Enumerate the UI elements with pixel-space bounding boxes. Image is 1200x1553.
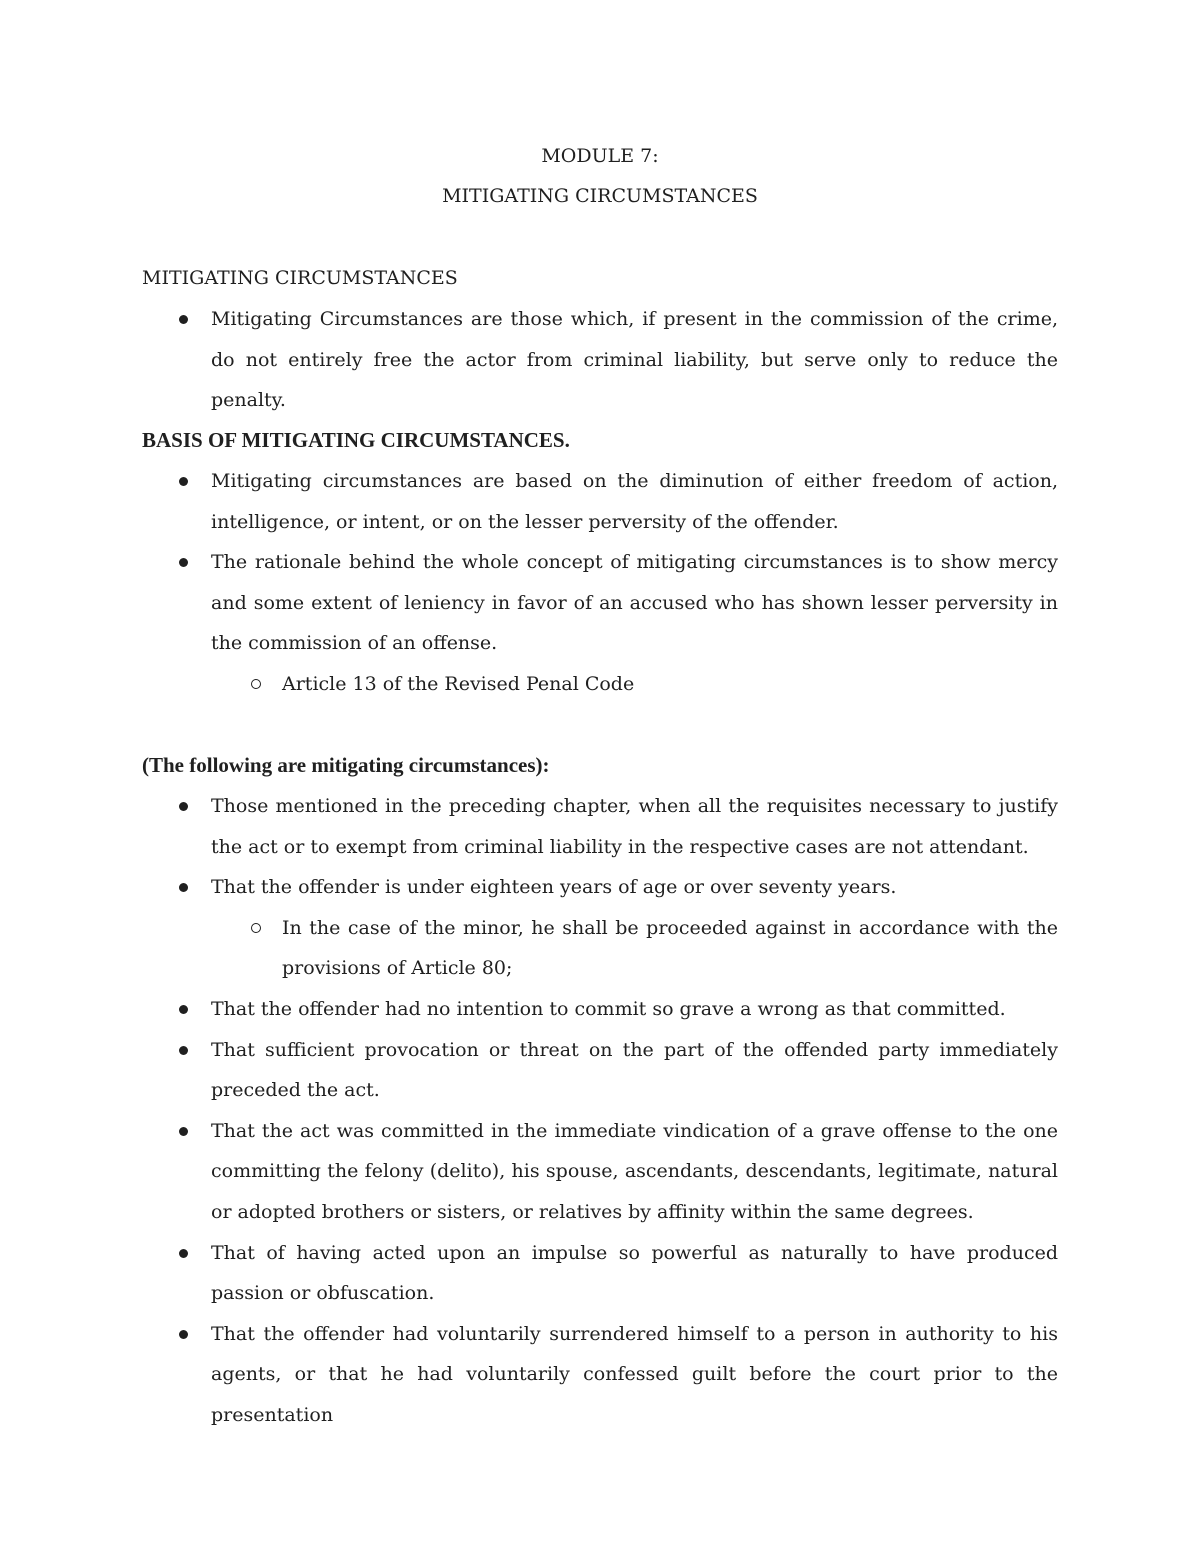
list-item xyxy=(142,461,1058,542)
section2-list xyxy=(142,461,1058,705)
sub-list-item xyxy=(142,908,1058,989)
list-item xyxy=(142,1111,1058,1233)
list-item xyxy=(142,867,1058,908)
bullet-icon xyxy=(179,802,188,811)
document-page xyxy=(142,0,1058,1553)
bullet-icon xyxy=(179,558,188,567)
bullet-icon xyxy=(179,1127,188,1136)
list-item-text: That the act was committed in the immediate vindication of a grave offense to the one committing the felony (delito), his spouse, ascendants, descendants, legitimate, natural or adopted brothers or sisters, or relatives by affinity within the same degrees. xyxy=(211,1119,1058,1223)
list-item-text: That of having acted upon an impulse so powerful as naturally to have produced passion or obfuscation. xyxy=(211,1241,1058,1305)
list-item-text: Those mentioned in the preceding chapter, when all the requisites necessary to justify the act or to exempt from criminal liability in the respective cases are not attendant. xyxy=(211,795,1058,858)
section-heading-mitigating: MITIGATING CIRCUMSTANCES xyxy=(142,267,458,289)
list-item-text: Mitigating Circumstances are those which, if present in the commission of the crime, do not entirely free the actor from criminal liability, but serve only to reduce the penalty. xyxy=(211,308,1058,412)
list-item xyxy=(142,299,1058,421)
hollow-bullet-icon xyxy=(251,923,261,933)
sub-list-item-text: In the case of the minor, he shall be proceeded against in accordance with the provisions of Article 80; xyxy=(282,916,1058,980)
section3-list xyxy=(142,786,1058,1436)
bullet-icon xyxy=(179,477,188,486)
bullet-icon xyxy=(179,315,188,324)
list-item-text: The rationale behind the whole concept of mitigating circumstances is to show mercy and some extent of leniency in favor of an accused who has shown lesser perversity in the commission of an offense. xyxy=(211,551,1058,655)
bullet-icon xyxy=(179,1330,188,1339)
hollow-bullet-icon xyxy=(251,679,261,689)
section-heading-following: (The following are mitigating circumstances): xyxy=(142,753,550,777)
sub-list-item-text: Article 13 of the Revised Penal Code xyxy=(282,672,635,695)
bullet-icon xyxy=(179,1046,188,1055)
module-number: MODULE 7: xyxy=(541,145,659,167)
bullet-icon xyxy=(179,1249,188,1258)
list-item xyxy=(142,786,1058,867)
list-item-text: Mitigating circumstances are based on the diminution of either freedom of action, intelligence, or intent, or on the lesser perversity of the offender. xyxy=(211,470,1058,533)
bullet-icon xyxy=(179,1005,188,1014)
list-item xyxy=(142,1233,1058,1314)
list-item xyxy=(142,1030,1058,1111)
list-item xyxy=(142,1314,1058,1436)
list-item-text: That the offender had voluntarily surrendered himself to a person in authority to his agents, or that he had voluntarily confessed guilt before the court prior to the presentation xyxy=(211,1322,1058,1426)
list-item-text: That the offender had no intention to commit so grave a wrong as that committed. xyxy=(211,997,1006,1020)
section-heading-basis: BASIS OF MITIGATING CIRCUMSTANCES. xyxy=(142,428,570,452)
list-item xyxy=(142,989,1058,1030)
list-item xyxy=(142,542,1058,664)
sub-list-item xyxy=(142,664,1058,705)
list-item-text: That the offender is under eighteen years of age or over seventy years. xyxy=(211,876,897,899)
module-title: MITIGATING CIRCUMSTANCES xyxy=(442,185,758,207)
list-item-text: That sufficient provocation or threat on the part of the offended party immediately preceded the act. xyxy=(211,1038,1058,1102)
section1-list xyxy=(142,299,1058,421)
bullet-icon xyxy=(179,883,188,892)
